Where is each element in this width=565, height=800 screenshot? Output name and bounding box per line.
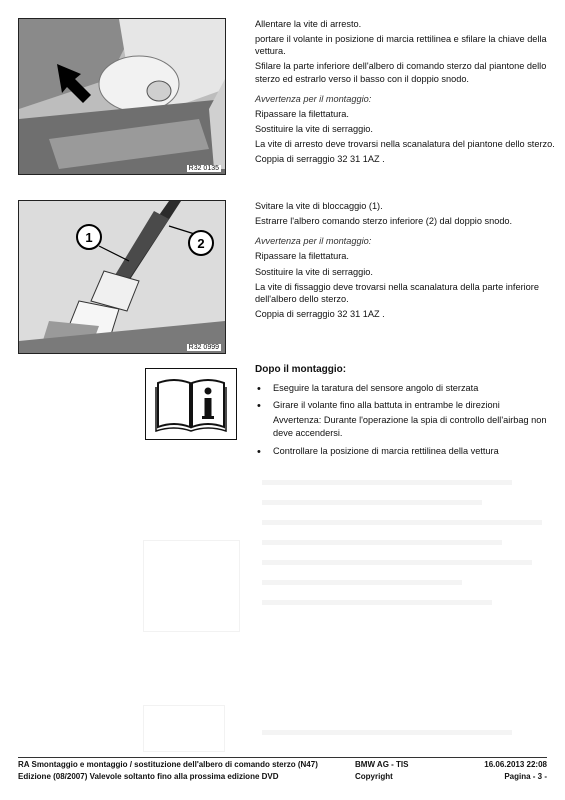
- assembly-note-label: Avvertenza per il montaggio:: [255, 236, 372, 247]
- figure-reference: R32 0135: [188, 165, 219, 172]
- bleed-through-line: [262, 730, 512, 735]
- step-text: Allentare la vite di arresto.: [255, 19, 362, 29]
- bullet-item: • Eseguire la taratura del sensore angolo di sterzata: [255, 382, 555, 394]
- section-removal-steps: [255, 18, 555, 168]
- callout-2: 2: [197, 236, 205, 251]
- torque-spec: Coppia di serraggio 32 31 1AZ .: [255, 154, 385, 165]
- section-shaft-steps: [255, 200, 555, 323]
- airbag-warning: Avvertenza: Durante l'operazione la spia di controllo dell'airbag non deve accendersi.: [273, 415, 547, 438]
- note-text: Ripassare la filettatura.: [255, 108, 349, 119]
- bleed-through-line: [262, 520, 542, 525]
- bleed-through-box: [143, 705, 225, 752]
- bullet-list: [255, 445, 555, 457]
- bleed-through-line: [262, 600, 492, 605]
- step-text: portare il volante in posizione di marcia rettilinea e sfilare la chiave della vettura.: [255, 34, 547, 57]
- footer-page-number: Pagina - 3 -: [504, 772, 547, 781]
- note-text: La vite di arresto deve trovarsi nella scanalatura del piantone dello sterzo.: [255, 139, 555, 150]
- photo-illustration: [19, 201, 225, 353]
- footer-timestamp: 16.06.2013 22:08: [484, 760, 547, 769]
- step-text: Svitare la vite di bloccaggio (1).: [255, 201, 383, 211]
- bleed-through-line: [262, 540, 502, 545]
- note-text: Sostituire la vite di serraggio.: [255, 123, 373, 134]
- figure-reference: R32 0999: [188, 344, 219, 351]
- assembly-note-label: Avvertenza per il montaggio:: [255, 93, 372, 104]
- photo-illustration: [19, 19, 225, 174]
- note-text: Ripassare la filettatura.: [255, 251, 349, 262]
- note-text: La vite di fissaggio deve trovarsi nella scanalatura della parte inferiore dell'albero dello sterzo.: [255, 281, 539, 304]
- callout-1: 1: [85, 230, 93, 245]
- step-text: Estrarre l'albero comando sterzo inferiore (2) dal doppio snodo.: [255, 216, 513, 227]
- footer-rule: [18, 757, 547, 758]
- footer-copyright: Copyright: [355, 772, 393, 781]
- footer-document-title: RA Smontaggio e montaggio / sostituzione dell'albero di comando sterzo (N47): [18, 760, 318, 769]
- section-heading: Dopo il montaggio:: [255, 364, 347, 375]
- bullet-item: • Controllare la posizione di marcia rettilinea della vettura: [255, 445, 555, 457]
- torque-spec: Coppia di serraggio 32 31 1AZ .: [255, 308, 385, 319]
- step-text: Sfilare la parte inferiore dell'albero di comando sterzo dal piantone dello sterzo ed estrarlo verso il basso con il doppio snodo.: [255, 61, 547, 84]
- bleed-through-line: [262, 500, 482, 505]
- bullet-item: • Girare il volante fino alla battuta in entrambe le direzioni: [255, 399, 555, 411]
- note-text: Sostituire la vite di serraggio.: [255, 266, 373, 277]
- bleed-through-line: [262, 560, 532, 565]
- figure-lower-shaft-photo: [18, 200, 226, 354]
- page-footer: [18, 760, 547, 784]
- footer-publisher: BMW AG - TIS: [355, 760, 409, 769]
- bleed-through-line: [262, 480, 512, 485]
- bleed-through-box: [143, 540, 240, 632]
- footer-edition: Edizione (08/2007) Valevole soltanto fino alla prossima edizione DVD: [18, 772, 279, 781]
- bleed-through-line: [262, 580, 462, 585]
- section-after-installation: [255, 363, 555, 462]
- bullet-list: [255, 382, 555, 411]
- figure-steering-column-photo: [18, 18, 226, 175]
- info-book-icon: [145, 368, 237, 440]
